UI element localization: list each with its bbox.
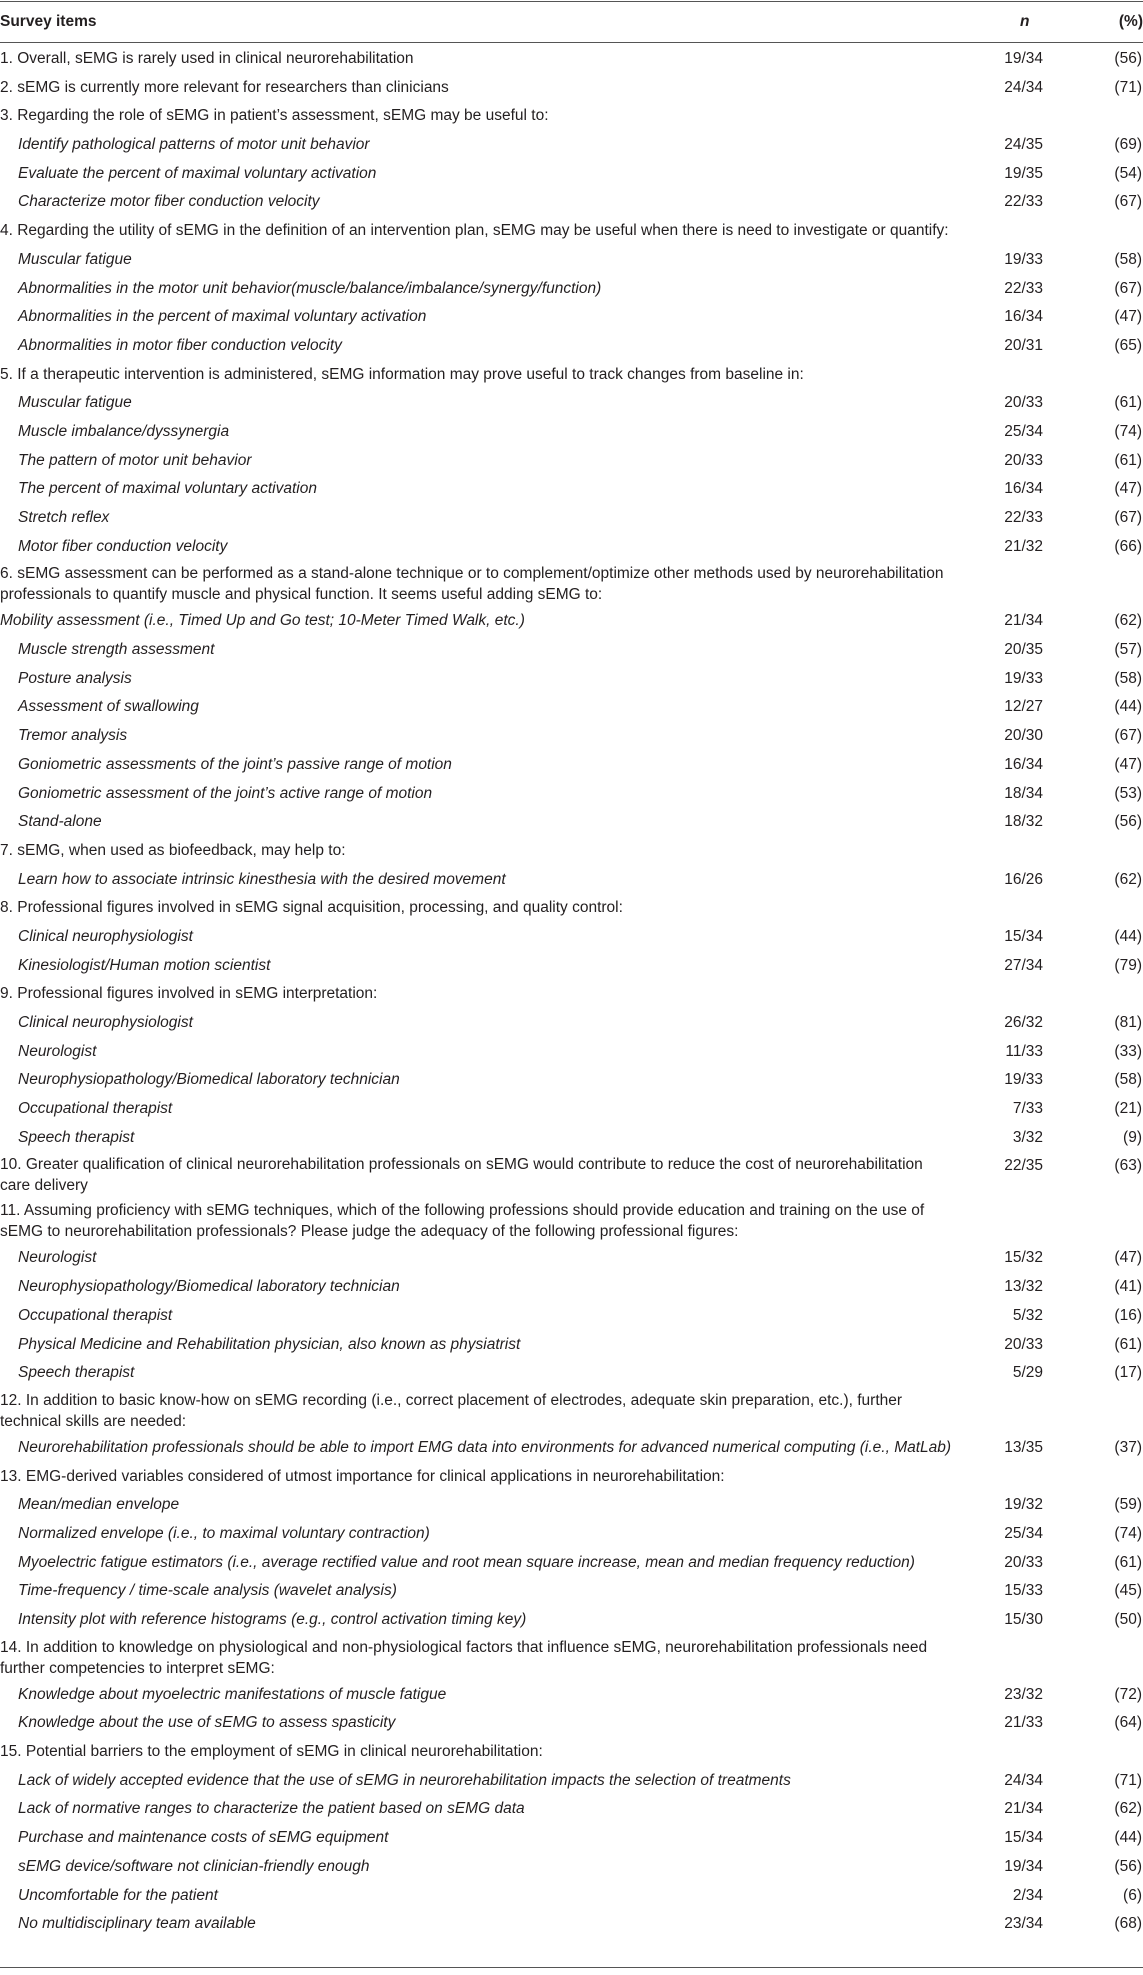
survey-option-row <box>0 1244 1143 1273</box>
row-n-value: 5/29 <box>1012 1364 1043 1382</box>
row-label: Neurologist <box>18 1042 97 1060</box>
row-label: 6. sEMG assessment can be performed as a stand-alone technique or to complement/optimize other methods used by neurorehabilitation professionals to quantify muscle and physical function. It seems useful adding sEMG to: <box>0 565 944 604</box>
survey-question-row <box>0 1635 1143 1681</box>
row-label: 7. sEMG, when used as biofeedback, may help to: <box>0 841 346 859</box>
row-percent-value: (44) <box>1114 927 1142 945</box>
survey-option-row <box>0 1767 1143 1796</box>
row-percent-value: (58) <box>1114 1071 1142 1089</box>
row-percent-value: (66) <box>1114 537 1142 555</box>
row-label: 13. EMG-derived variables considered of utmost importance for clinical applications in neurorehabilitation: <box>0 1467 725 1485</box>
survey-option-row <box>0 303 1143 332</box>
row-n-value: 19/33 <box>1004 669 1043 687</box>
row-label: Knowledge about myoelectric manifestations of muscle fatigue <box>18 1685 447 1703</box>
survey-question-row <box>0 1198 1143 1244</box>
row-n-value: 22/35 <box>1004 1157 1043 1175</box>
survey-option-row <box>0 693 1143 722</box>
row-label: Stand-alone <box>18 813 102 831</box>
row-label: Muscle strength assessment <box>18 641 215 659</box>
survey-option-row <box>0 160 1143 189</box>
row-label: Knowledge about the use of sEMG to assess spasticity <box>18 1714 396 1732</box>
row-label: Kinesiologist/Human motion scientist <box>18 956 271 974</box>
row-n-value: 21/32 <box>1004 537 1043 555</box>
row-label: Tremor analysis <box>18 727 128 745</box>
bottom-rule <box>0 1967 1143 1968</box>
row-n-value: 2/34 <box>1012 1886 1043 1904</box>
row-percent-value: (58) <box>1114 250 1142 268</box>
row-label: Normalized envelope (i.e., to maximal voluntary contraction) <box>18 1524 430 1542</box>
row-percent-value: (79) <box>1114 956 1142 974</box>
row-n-value: 19/35 <box>1004 164 1043 182</box>
survey-option-row <box>0 1795 1143 1824</box>
row-n-value: 21/34 <box>1004 1800 1043 1818</box>
row-percent-value: (67) <box>1114 193 1142 211</box>
survey-option-row <box>0 1606 1143 1635</box>
row-n-value: 22/33 <box>1004 193 1043 211</box>
row-label: Characterize motor fiber conduction velocity <box>18 193 320 211</box>
row-n-value: 22/33 <box>1004 279 1043 297</box>
row-label: Neurophysiopathology/Biomedical laboratory technician <box>18 1278 400 1296</box>
row-label: Posture analysis <box>18 669 132 687</box>
row-percent-value: (44) <box>1114 698 1142 716</box>
row-n-value: 20/30 <box>1004 727 1043 745</box>
row-label: Occupational therapist <box>18 1100 173 1118</box>
row-label: Abnormalities in the motor unit behavior(muscle/balance/imbalance/synergy/function) <box>18 279 602 297</box>
survey-option-row <box>0 1359 1143 1388</box>
row-label: 4. Regarding the utility of sEMG in the definition of an intervention plan, sEMG may be useful when there is need to investigate or quantify: <box>0 222 949 240</box>
row-percent-value: (65) <box>1114 336 1142 354</box>
row-label: Learn how to associate intrinsic kinesthesia with the desired movement <box>18 870 506 888</box>
row-percent-value: (69) <box>1114 136 1142 154</box>
survey-option-row <box>0 1302 1143 1331</box>
survey-option-row <box>0 665 1143 694</box>
survey-option-row <box>0 533 1143 562</box>
row-n-value: 24/34 <box>1004 78 1043 96</box>
row-percent-value: (62) <box>1114 870 1142 888</box>
survey-option-row <box>0 1577 1143 1606</box>
row-n-value: 23/32 <box>1004 1685 1043 1703</box>
survey-option-row <box>0 780 1143 809</box>
survey-option-row <box>0 1520 1143 1549</box>
row-n-value: 15/34 <box>1004 927 1043 945</box>
survey-question-row <box>0 1738 1143 1767</box>
row-n-value: 19/33 <box>1004 1071 1043 1089</box>
row-n-value: 26/32 <box>1004 1014 1043 1031</box>
row-n-value: 27/34 <box>1004 956 1043 974</box>
row-label: 10. Greater qualification of clinical neurorehabilitation professionals on sEMG would contribute to reduce the cost of neurorehabilitation care delivery <box>0 1156 923 1195</box>
row-n-value: 23/34 <box>1004 1915 1043 1933</box>
row-label: Muscular fatigue <box>18 394 132 412</box>
survey-question-row <box>0 361 1143 390</box>
row-label: 5. If a therapeutic intervention is administered, sEMG information may prove useful to track changes from baseline in: <box>0 365 804 383</box>
row-percent-value: (47) <box>1114 755 1142 773</box>
row-n-value: 21/33 <box>1004 1714 1043 1732</box>
row-label: Neurorehabilitation professionals should be able to import EMG data into environments for advanced numerical computing (i.e., MatLab) <box>18 1438 952 1456</box>
row-label: Clinical neurophysiologist <box>18 1014 193 1031</box>
row-percent-value: (62) <box>1114 612 1142 630</box>
survey-question-row <box>0 45 1143 74</box>
row-percent-value: (37) <box>1114 1438 1142 1456</box>
row-n-value: 21/34 <box>1004 612 1043 630</box>
header-n: n <box>1020 13 1030 30</box>
survey-question-row <box>0 894 1143 923</box>
row-n-value: 24/35 <box>1004 136 1043 154</box>
survey-question-row <box>0 74 1143 103</box>
row-percent-value: (9) <box>1123 1128 1142 1146</box>
row-label: Lack of widely accepted evidence that the use of sEMG in neurorehabilitation impacts the selection of treatments <box>18 1771 791 1789</box>
row-label: 14. In addition to knowledge on physiological and non-physiological factors that influence sEMG, neurorehabilitation professionals need further competencies to interpret sEMG: <box>0 1638 928 1677</box>
survey-option-row <box>0 447 1143 476</box>
survey-option-row <box>0 332 1143 361</box>
row-n-value: 18/34 <box>1004 784 1043 802</box>
survey-option-row <box>0 1434 1143 1463</box>
survey-option-row <box>0 722 1143 751</box>
row-n-value: 15/32 <box>1004 1249 1043 1267</box>
row-label: Assessment of swallowing <box>18 698 199 716</box>
row-n-value: 13/32 <box>1004 1278 1043 1296</box>
row-label: 3. Regarding the role of sEMG in patient’s assessment, sEMG may be useful to: <box>0 107 549 125</box>
row-label: The percent of maximal voluntary activation <box>18 480 317 498</box>
survey-option-row <box>0 1009 1143 1038</box>
survey-option-row <box>0 808 1143 837</box>
row-percent-value: (21) <box>1114 1100 1142 1118</box>
survey-question-row <box>0 1463 1143 1492</box>
row-n-value: 20/33 <box>1004 394 1043 412</box>
row-label: Myoelectric fatigue estimators (i.e., average rectified value and root mean square increase, mean and median frequency reduction) <box>18 1553 915 1571</box>
row-percent-value: (56) <box>1114 1857 1142 1875</box>
row-label: Physical Medicine and Rehabilitation physician, also known as physiatrist <box>18 1335 521 1353</box>
row-n-value: 16/34 <box>1004 755 1043 773</box>
row-label: No multidisciplinary team available <box>18 1915 256 1933</box>
row-n-value: 16/26 <box>1004 870 1043 888</box>
row-percent-value: (33) <box>1114 1042 1142 1060</box>
survey-option-row <box>0 923 1143 952</box>
row-percent-value: (50) <box>1114 1611 1142 1628</box>
row-percent-value: (44) <box>1114 1829 1142 1847</box>
survey-question-row <box>0 980 1143 1009</box>
survey-option-row <box>0 607 1143 636</box>
row-label: Motor fiber conduction velocity <box>18 537 228 555</box>
survey-option-row <box>0 751 1143 780</box>
survey-option-row <box>0 1124 1143 1153</box>
row-n-value: 16/34 <box>1004 480 1043 498</box>
row-n-value: 20/33 <box>1004 451 1043 469</box>
survey-option-row <box>0 1824 1143 1853</box>
survey-option-row <box>0 1681 1143 1710</box>
survey-option-row <box>0 1095 1143 1124</box>
row-n-value: 25/34 <box>1004 422 1043 440</box>
row-percent-value: (58) <box>1114 669 1142 687</box>
row-label: 12. In addition to basic know-how on sEMG recording (i.e., correct placement of electrodes, adequate skin preparation, etc.), further technical skills are needed: <box>0 1391 903 1430</box>
row-n-value: 19/34 <box>1004 1857 1043 1875</box>
row-percent-value: (81) <box>1114 1014 1142 1031</box>
row-label: Neurophysiopathology/Biomedical laboratory technician <box>18 1071 400 1089</box>
row-n-value: 20/33 <box>1004 1335 1043 1353</box>
row-n-value: 13/35 <box>1004 1438 1043 1456</box>
row-label: Evaluate the percent of maximal voluntary activation <box>18 164 377 182</box>
survey-option-row <box>0 1273 1143 1302</box>
row-percent-value: (72) <box>1114 1685 1142 1703</box>
row-percent-value: (74) <box>1114 422 1142 440</box>
row-percent-value: (67) <box>1114 279 1142 297</box>
row-label: Identify pathological patterns of motor unit behavior <box>18 136 370 154</box>
row-label: Clinical neurophysiologist <box>18 927 193 945</box>
row-n-value: 19/32 <box>1004 1496 1043 1514</box>
row-percent-value: (47) <box>1114 1249 1142 1267</box>
row-percent-value: (47) <box>1114 480 1142 498</box>
top-rule <box>0 1 1143 2</box>
row-label: Speech therapist <box>18 1364 135 1382</box>
survey-option-row <box>0 1038 1143 1067</box>
survey-option-row <box>0 475 1143 504</box>
survey-option-row <box>0 1331 1143 1360</box>
header-survey-items: Survey items <box>0 13 97 30</box>
row-label: Occupational therapist <box>18 1306 173 1324</box>
row-percent-value: (53) <box>1114 784 1142 802</box>
row-percent-value: (62) <box>1114 1800 1142 1818</box>
survey-option-row <box>0 389 1143 418</box>
row-label: Stretch reflex <box>18 509 110 526</box>
row-n-value: 16/34 <box>1004 308 1043 326</box>
row-percent-value: (59) <box>1114 1496 1142 1514</box>
row-label: Goniometric assessment of the joint’s active range of motion <box>18 784 433 802</box>
survey-option-row <box>0 1491 1143 1520</box>
row-label: 9. Professional figures involved in sEMG interpretation: <box>0 985 378 1003</box>
row-label: sEMG device/software not clinician-friendly enough <box>18 1857 370 1875</box>
row-n-value: 19/33 <box>1004 250 1043 268</box>
survey-option-row <box>0 246 1143 275</box>
row-label: 1. Overall, sEMG is rarely used in clinical neurorehabilitation <box>0 50 414 67</box>
table-body <box>0 45 1143 1939</box>
row-percent-value: (6) <box>1123 1886 1142 1904</box>
row-percent-value: (17) <box>1114 1364 1142 1382</box>
row-label: 2. sEMG is currently more relevant for researchers than clinicians <box>0 78 449 96</box>
row-n-value: 5/32 <box>1012 1306 1043 1324</box>
row-n-value: 11/33 <box>1005 1042 1043 1060</box>
row-label: Intensity plot with reference histograms (e.g., control activation timing key) <box>18 1611 527 1628</box>
row-n-value: 24/34 <box>1004 1771 1043 1789</box>
survey-option-row <box>0 1549 1143 1578</box>
row-percent-value: (45) <box>1114 1582 1142 1600</box>
header-percent: (%) <box>1118 13 1143 30</box>
row-label: Purchase and maintenance costs of sEMG equipment <box>18 1829 389 1847</box>
row-percent-value: (16) <box>1114 1306 1142 1324</box>
survey-option-row <box>0 275 1143 304</box>
row-percent-value: (61) <box>1114 394 1142 412</box>
row-n-value: 15/30 <box>1004 1611 1043 1628</box>
survey-question-row <box>0 1152 1143 1198</box>
row-n-value: 15/34 <box>1004 1829 1043 1847</box>
row-n-value: 20/31 <box>1004 336 1043 354</box>
row-n-value: 19/34 <box>1004 50 1043 67</box>
row-label: 11. Assuming proficiency with sEMG techniques, which of the following professions should provide education and training on the use of sEMG to neurorehabilitation professionals? Please judge the adequacy of the following professional figures: <box>0 1202 925 1241</box>
row-percent-value: (41) <box>1114 1278 1142 1296</box>
survey-option-row <box>0 418 1143 447</box>
row-n-value: 20/35 <box>1004 641 1043 659</box>
row-label: Mobility assessment (i.e., Timed Up and Go test; 10-Meter Timed Walk, etc.) <box>0 612 525 630</box>
row-n-value: 3/32 <box>1012 1128 1043 1146</box>
row-label: 8. Professional figures involved in sEMG signal acquisition, processing, and quality control: <box>0 899 623 917</box>
survey-question-row <box>0 102 1143 131</box>
survey-option-row <box>0 952 1143 981</box>
row-percent-value: (47) <box>1114 308 1142 326</box>
survey-option-row <box>0 188 1143 217</box>
row-percent-value: (71) <box>1114 78 1142 96</box>
row-percent-value: (74) <box>1114 1524 1142 1542</box>
row-label: Goniometric assessments of the joint’s passive range of motion <box>18 755 452 773</box>
row-label: Muscular fatigue <box>18 250 132 268</box>
survey-option-row <box>0 636 1143 665</box>
row-percent-value: (61) <box>1114 1553 1142 1571</box>
row-label: Muscle imbalance/dyssynergia <box>18 422 230 440</box>
survey-question-row <box>0 217 1143 246</box>
row-percent-value: (61) <box>1114 1335 1142 1353</box>
row-percent-value: (56) <box>1114 813 1142 831</box>
survey-option-row <box>0 1882 1143 1911</box>
row-label: Mean/median envelope <box>18 1496 180 1514</box>
row-label: Speech therapist <box>18 1128 135 1146</box>
row-label: 15. Potential barriers to the employment of sEMG in clinical neurorehabilitation: <box>0 1743 543 1761</box>
row-percent-value: (54) <box>1114 164 1142 182</box>
row-percent-value: (68) <box>1114 1915 1142 1933</box>
survey-question-row <box>0 837 1143 866</box>
row-n-value: 12/27 <box>1004 698 1043 716</box>
row-percent-value: (63) <box>1114 1157 1142 1175</box>
row-label: Abnormalities in motor fiber conduction velocity <box>18 336 342 354</box>
survey-option-row <box>0 131 1143 160</box>
row-label: Lack of normative ranges to characterize the patient based on sEMG data <box>18 1800 525 1818</box>
survey-question-row <box>0 1388 1143 1434</box>
row-label: Neurologist <box>18 1249 97 1267</box>
row-n-value: 7/33 <box>1012 1100 1043 1118</box>
row-n-value: 15/33 <box>1004 1582 1043 1600</box>
survey-option-row <box>0 504 1143 533</box>
row-label: Abnormalities in the percent of maximal voluntary activation <box>18 308 427 326</box>
row-n-value: 18/32 <box>1004 813 1043 831</box>
row-percent-value: (61) <box>1114 451 1142 469</box>
survey-option-row <box>0 1910 1143 1939</box>
survey-question-row <box>0 561 1143 607</box>
header-rule <box>0 42 1143 43</box>
row-n-value: 25/34 <box>1004 1524 1043 1542</box>
row-percent-value: (67) <box>1114 509 1142 526</box>
survey-option-row <box>0 1709 1143 1738</box>
row-label: The pattern of motor unit behavior <box>18 451 252 469</box>
row-percent-value: (71) <box>1114 1771 1142 1789</box>
row-percent-value: (57) <box>1114 641 1142 659</box>
row-percent-value: (56) <box>1114 50 1142 67</box>
row-label: Uncomfortable for the patient <box>18 1886 218 1904</box>
survey-option-row <box>0 1853 1143 1882</box>
row-n-value: 20/33 <box>1004 1553 1043 1571</box>
row-n-value: 22/33 <box>1004 509 1043 526</box>
survey-option-row <box>0 1066 1143 1095</box>
row-percent-value: (67) <box>1114 727 1142 745</box>
row-label: Time-frequency / time-scale analysis (wavelet analysis) <box>18 1582 397 1600</box>
survey-option-row <box>0 866 1143 895</box>
row-percent-value: (64) <box>1114 1714 1142 1732</box>
